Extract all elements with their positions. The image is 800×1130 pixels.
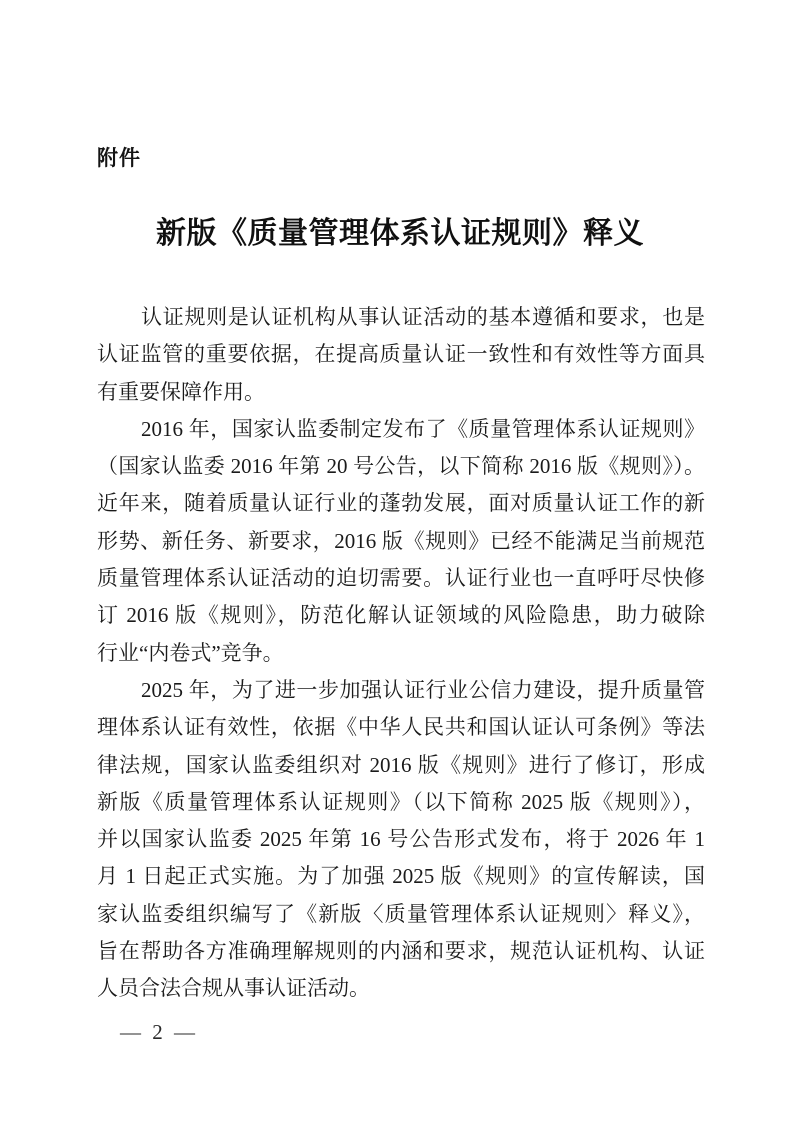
body-line: 旨在帮助各方准确理解规则的内涵和要求，规范认证机构、认证 xyxy=(97,939,705,964)
body-line: 2016 年，国家认监委制定发布了《质量管理体系认证规则》 xyxy=(141,416,705,441)
body-line: 近年来，随着质量认证行业的蓬勃发展，面对质量认证工作的新 xyxy=(97,491,705,516)
body-line: 月 1 日起正式实施。为了加强 2025 版《规则》的宣传解读，国 xyxy=(97,864,705,889)
body-line: 并以国家认监委 2025 年第 16 号公告形式发布，将于 2026 年 1 xyxy=(97,827,705,852)
body-line: 认证规则是认证机构从事认证活动的基本遵循和要求，也是 xyxy=(141,305,705,329)
attachment-label: 附件 xyxy=(97,147,141,170)
body-line: 家认监委组织编写了《新版〈质量管理体系认证规则〉释义》， xyxy=(97,901,705,926)
body-line: 2025 年，为了进一步加强认证行业公信力建设，提升质量管 xyxy=(141,677,705,702)
body-line: 新版《质量管理体系认证规则》（以下简称 2025 版《规则》）， xyxy=(97,789,705,814)
body-line: 律法规，国家认监委组织对 2016 版《规则》进行了修订，形成 xyxy=(97,752,705,777)
body-line: 行业“内卷式”竞争。 xyxy=(97,640,284,665)
body-line: 人员合法合规从事认证活动。 xyxy=(97,976,370,1001)
body-line: 形势、新任务、新要求，2016 版《规则》已经不能满足当前规范 xyxy=(97,528,705,553)
body-line: （国家认监委 2016 年第 20 号公告，以下简称 2016 版《规则》）。 xyxy=(97,454,705,479)
body-line: 有重要保障作用。 xyxy=(97,379,265,404)
body-line: 订 2016 版《规则》，防范化解认证领域的风险隐患，助力破除 xyxy=(97,603,705,628)
page-title: 新版《质量管理体系认证规则》释义 xyxy=(156,217,644,250)
body-line: 质量管理体系认证活动的迫切需要。认证行业也一直呼吁尽快修 xyxy=(97,566,705,591)
body-line: 理体系认证有效性，依据《中华人民共和国认证认可条例》等法 xyxy=(97,715,705,740)
page-number: — 2 — xyxy=(120,1020,198,1044)
body-line: 认证监管的重要依据，在提高质量认证一致性和有效性等方面具 xyxy=(97,342,705,367)
document-body xyxy=(97,299,705,1008)
